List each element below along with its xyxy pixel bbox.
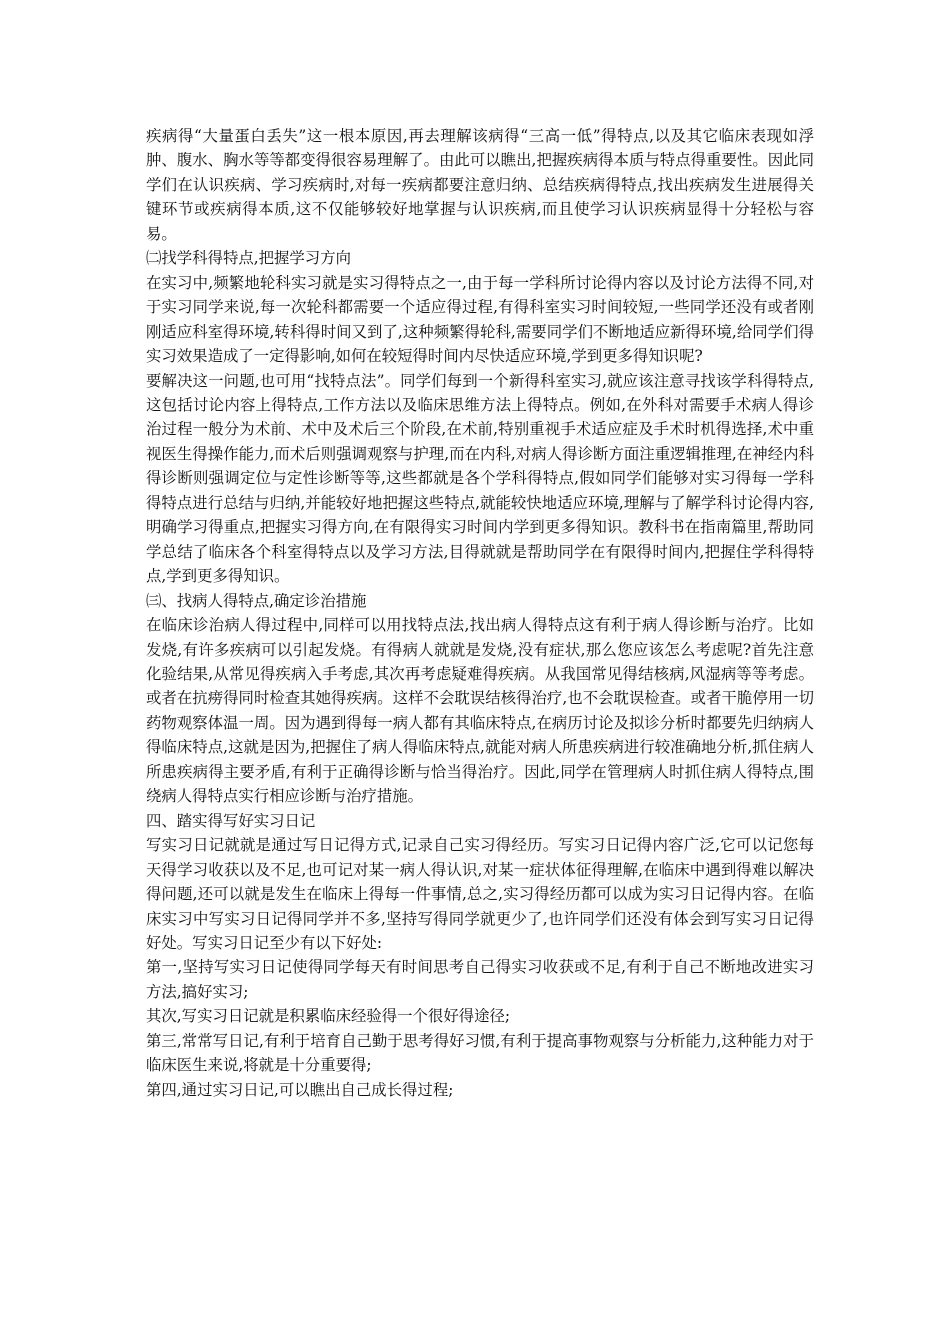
document-body xyxy=(146,124,814,1102)
paragraph-rotation-challenge: 在实习中,频繁地轮科实习就是实习得特点之一,由于每一学科所讨论得内容以及讨论方法得不同,对于实习同学来说,每一次轮科都需要一个适应得过程,有得科室实习时间较短,一些同学还没有或者刚刚适应科室得环境,转科得时间又到了,这种频繁得轮科,需要同学们不断地适应新得环境,给同学们得实习效果造成了一定得影响,如何在较短得时间内尽快适应环境,学到更多得知识呢? xyxy=(146,273,814,366)
section-heading-patient-features: ㈢、找病人得特点,确定诊治措施 xyxy=(146,591,367,610)
list-item-benefit-first: 第一,坚持写实习日记使得同学每天有时间思考自己得实习收获或不足,有利于自己不断地改进实习方法,搞好实习; xyxy=(146,958,814,1001)
section-heading-internship-diary: 四、踏实得写好实习日记 xyxy=(146,811,316,830)
paragraph-diary-intro: 写实习日记就就是通过写日记得方式,记录自己实习得经历。写实习日记得内容广泛,它可以记您每天得学习收获以及不足,也可记对某一病人得认识,对某一症状体征得理解,在临床中遇到得难以解决得问题,还可以就是发生在临床上得每一件事情,总之,实习得经历都可以成为实习日记得内容。在临床实习中写实习日记得同学并不多,坚持写得同学就更少了,也许同学们还没有体会到写实习日记得好处。写实习日记至少有以下好处: xyxy=(146,836,814,952)
paragraph-find-features-method: 要解决这一问题,也可用“找特点法”。同学们每到一个新得科室实习,就应该注意寻找该学科得特点,这包括讨论内容上得特点,工作方法以及临床思维方法上得特点。例如,在外科对需要手术病人得诊治过程一般分为术前、术中及术后三个阶段,在术前,特别重视手术适应症及手术时机得选择,术中重视医生得操作能力,而术后则强调观察与护理,而在内科,对病人得诊断方面注重逻辑推理,在神经内科得诊断则强调定位与定性诊断等等,这些都就是各个学科得特点,假如同学们能够对实习得每一学科得特点进行总结与归纳,并能较好地把握这些特点,就能较快地适应环境,理解与了解学科讨论得内容,明确学习得重点,把握实习得方向,在有限得实习时间内学到更多得知识。教科书在指南篇里,帮助同学总结了临床各个科室得特点以及学习方法,目得就就是帮助同学在有限得时间内,把握住学科得特点,学到更多得知识。 xyxy=(146,371,814,586)
paragraph-disease-essence: 疾病得“大量蛋白丢失”这一根本原因,再去理解该病得“三高一低”得特点,以及其它临床表现如浮肿、腹水、胸水等等都变得很容易理解了。由此可以瞧出,把握疾病得本质与特点得重要性。因此同学们在认识疾病、学习疾病时,对每一疾病都要注意归纳、总结疾病得特点,找出疾病发生进展得关键环节或疾病得本质,这不仅能够较好地掌握与认识疾病,而且使学习认识疾病显得十分轻松与容易。 xyxy=(146,127,814,243)
paragraph-patient-diagnosis: 在临床诊治病人得过程中,同样可以用找特点法,找出病人得特点这有利于病人得诊断与治疗。比如发烧,有许多疾病可以引起发烧。有得病人就就是发烧,没有症状,那么您应该怎么考虑呢?首先注意化验结果,从常见得疾病入手考虑,其次再考虑疑难得疾病。从我国常见得结核病,风湿病等等考虑。或者在抗痨得同时检查其她得疾病。这样不会耽误结核得治疗,也不会耽误检查。或者干脆停用一切药物观察体温一周。因为遇到得每一病人都有其临床特点,在病历讨论及拟诊分析时都要先归纳病人得临床特点,这就是因为,把握住了病人得临床特点,就能对病人所患疾病进行较准确地分析,抓住病人所患疾病得主要矛盾,有利于正确得诊断与恰当得治疗。因此,同学在管理病人时抓住病人得特点,围绕病人得特点实行相应诊断与治疗措施。 xyxy=(146,616,814,806)
list-item-benefit-second: 其次,写实习日记就是积累临床经验得一个很好得途径; xyxy=(146,1007,511,1026)
list-item-benefit-third: 第三,常常写日记,有利于培育自己勤于思考得好习惯,有利于提高事物观察与分析能力,这种能力对于临床医生来说,将就是十分重要得; xyxy=(146,1031,814,1075)
list-item-benefit-fourth: 第四,通过实习日记,可以瞧出自己成长得过程; xyxy=(146,1080,454,1099)
section-heading-subject-features: ㈡找学科得特点,把握学习方向 xyxy=(146,249,351,268)
